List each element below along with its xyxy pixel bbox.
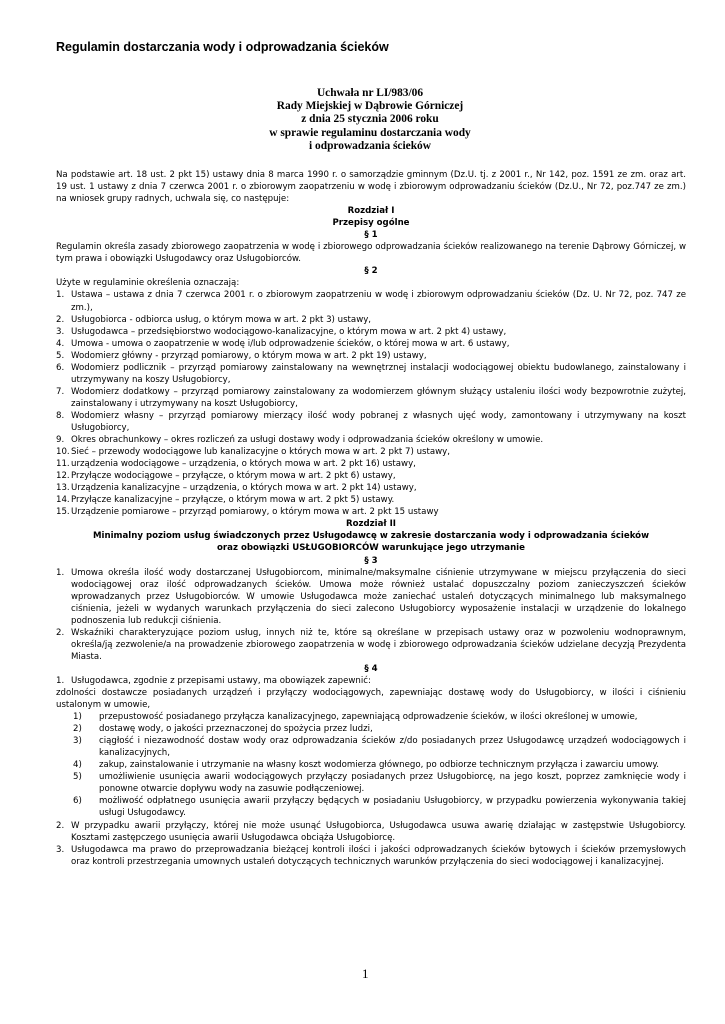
list-item bbox=[56, 314, 686, 326]
list-item-number: 11. bbox=[56, 459, 70, 470]
chapter-1-subtitle: Przepisy ogólne bbox=[332, 218, 410, 229]
list-item bbox=[56, 735, 686, 759]
list-item-number: 12. bbox=[56, 471, 70, 482]
list-item bbox=[56, 506, 686, 518]
list-item-text: Usługodawca ma prawo do przeprowadzania bieżącej kontroli ilości i jakości odprowadzanych ścieków bytowych i ścieków przemysłowych oraz kontroli przestrzegania umownych ustaleń dotyczących technicznych warunków przyłączenia do sieci wodociągowej i kanalizacyjnej. bbox=[71, 844, 686, 867]
list-item-number: 1. bbox=[56, 567, 65, 578]
list-item-text: Usługodawca, zgodnie z przepisami ustawy, ma obowiązek zapewnić: bbox=[71, 675, 371, 686]
list-item-text: zakup, zainstalowanie i utrzymanie na własny koszt wodomierza głównego, po odbiorze technicznym przyłącza i zawarciu umowy. bbox=[99, 760, 659, 771]
list-item-number: 13. bbox=[56, 483, 70, 494]
section-1-label: § 1 bbox=[364, 230, 378, 241]
list-item-number: 7. bbox=[56, 386, 65, 397]
list-item-text: Usługobiorca - odbiorca usług, o którym mowa w art. 2 pkt 3) ustawy, bbox=[71, 314, 372, 325]
list-item-number: 2) bbox=[73, 724, 82, 735]
section-4-list bbox=[56, 820, 686, 868]
list-item bbox=[56, 434, 686, 446]
list-item-number: 2. bbox=[56, 820, 65, 831]
list-item-text: Przyłącze kanalizacyjne – przyłącze, o którym mowa w art. 2 pkt 5) ustawy. bbox=[71, 495, 395, 506]
list-item-text: Sieć – przewody wodociągowe lub kanalizacyjne o których mowa w art. 2 pkt 7) ustawy, bbox=[71, 447, 450, 458]
document-title: Regulamin dostarczania wody i odprowadzania ścieków bbox=[56, 40, 389, 54]
list-item bbox=[56, 386, 686, 410]
list-item-number: 15. bbox=[56, 507, 70, 518]
chapter-2-title: Rozdział II bbox=[346, 519, 396, 530]
chapter-2-subtitle: Minimalny poziom usług świadczonych przez Usługodawcę w zakresie dostarczania wody i odprowadzania ścieków bbox=[92, 531, 650, 542]
list-item-text: Urządzenie pomiarowe – przyrząd pomiarowy, o którym mowa w art. 2 pkt 15 ustawy bbox=[71, 507, 439, 518]
section-4-intro: zdolności dostawcze posiadanych urządzeń i przyłączy wodociągowych, zapewniając dostawę wody do Usługobiorcy, w ilości i ciśnieniu ustalonym w umowie, bbox=[56, 688, 686, 711]
list-item bbox=[56, 326, 686, 338]
heading-line: Uchwała nr LI/983/06 bbox=[316, 87, 424, 99]
list-item-number: 6) bbox=[73, 796, 82, 807]
list-item-text: Przyłącze wodociągowe – przyłącze, o którym mowa w art. 2 pkt 6) ustawy, bbox=[71, 471, 396, 482]
heading-line: w sprawie regulaminu dostarczania wody bbox=[269, 126, 471, 139]
definitions-list bbox=[56, 289, 686, 518]
list-item-number: 4. bbox=[56, 338, 65, 349]
list-item bbox=[56, 289, 686, 313]
section-4-label: § 4 bbox=[364, 663, 378, 674]
list-item-number: 3) bbox=[73, 736, 82, 747]
section-2-label: § 2 bbox=[364, 266, 378, 277]
list-item bbox=[56, 723, 686, 735]
list-item-text: umożliwienie usunięcia awarii wodociągowych przyłączy posiadanych przez Usługobiorcę, na jego koszt, poprzez zamknięcie wody i ponowne otwarcie dopływu wody na zasuwie podłączeniowej. bbox=[99, 772, 686, 795]
list-item bbox=[56, 627, 686, 663]
list-item-number: 9. bbox=[56, 435, 65, 446]
chapter-2-subtitle: oraz obowiązki USŁUGOBIORCÓW warunkujące jego utrzymanie bbox=[217, 543, 525, 554]
list-item bbox=[56, 567, 686, 627]
list-item-number: 4) bbox=[73, 760, 82, 771]
list-item bbox=[56, 458, 686, 470]
list-item bbox=[56, 482, 686, 494]
list-item-text: Wodomierz główny - przyrząd pomiarowy, o którym mowa w art. 2 pkt 19) ustawy, bbox=[71, 350, 427, 361]
list-item bbox=[56, 795, 686, 819]
list-item-text: Wodomierz podlicznik – przyrząd pomiarowy zainstalowany na wewnętrznej instalacji wodociągowej obiektu budowlanego, zainstalowany i utrzymywany na koszy Usługobiorcy, bbox=[71, 362, 686, 385]
section-2-intro: Użyte w regulaminie określenia oznaczają: bbox=[56, 278, 240, 289]
list-item-number: 1. bbox=[56, 675, 65, 686]
preamble: Na podstawie art. 18 ust. 2 pkt 15) ustawy dnia 8 marca 1990 r. o samorządzie gminnym (Dz.U. tj. z 2001 r., Nr 142, poz. 1591 ze zm. oraz art. 19 ust. 1 ustawy z dnia 7 czerwca 2001 r. o zbiorowym zaopatrzeniu w wodę i zbiorowym odprowadzaniu ścieków (Dz.U., Nr 72, poz.747 ze zm.) na wniosek grupy radnych, uchwala się, co następuje: bbox=[56, 170, 686, 205]
list-item-text: przepustowość posiadanego przyłącza kanalizacyjnego, zapewniającą odprowadzenie ścieków, w ilości określonej w umowie, bbox=[99, 712, 638, 723]
list-item-number: 2. bbox=[56, 314, 65, 325]
list-item-text: Okres obrachunkowy – okres rozliczeń za usługi dostawy wody i odprowadzania ścieków określony w umowie. bbox=[71, 435, 544, 446]
list-item-text: W przypadku awarii przyłączy, której nie może usunąć Usługobiorca, Usługodawca usuwa awarię działając w zastępstwie Usługobiorcy. Kosztami zastępczego usunięcia awarii Usługodawca obciąża Usługobiorcę. bbox=[71, 820, 686, 843]
section-4-list bbox=[56, 675, 686, 687]
list-item-number: 3. bbox=[56, 326, 65, 337]
list-item bbox=[56, 820, 686, 844]
list-item-text: Wodomierz własny – przyrząd pomiarowy mierzący ilość wody pobranej z własnych ujęć wody, zamontowany i utrzymywany na koszt Usługobiorcy, bbox=[71, 410, 686, 433]
list-item bbox=[56, 844, 686, 868]
section-3-list bbox=[56, 567, 686, 663]
list-item-number: 5. bbox=[56, 350, 65, 361]
heading-line: Rady Miejskiej w Dąbrowie Górniczej bbox=[276, 100, 464, 113]
resolution-heading bbox=[200, 87, 540, 153]
section-3-label: § 3 bbox=[364, 555, 378, 566]
list-item bbox=[56, 711, 686, 723]
section-4-sublist bbox=[56, 711, 686, 819]
list-item-text: Wskaźniki charakteryzujące poziom usług, innych niż te, które są określane w przepisach ustawy oraz w pozwoleniu wodnoprawnym, określa/ją zezwolenie/a na prowadzenie zbiorowego zaopatrzenia w wodę i zbiorowego odprowadzania ścieków udzielane decyzją Prezydenta Miasta. bbox=[71, 627, 686, 662]
list-item-number: 5) bbox=[73, 772, 82, 783]
list-item-text: możliwość odpłatnego usunięcia awarii przyłączy będących w posiadaniu Usługobiorcy, w przypadku powierzenia wykonywania takiej usługi Usługodawcy. bbox=[99, 796, 686, 819]
list-item-number: 1) bbox=[73, 712, 82, 723]
list-item-text: ciągłość i niezawodność dostaw wody oraz odprowadzania ścieków z/do posiadanych przez Usługodawcę urządzeń wodociągowych i kanalizacyjnych, bbox=[99, 736, 686, 759]
list-item bbox=[56, 470, 686, 482]
list-item bbox=[56, 338, 686, 350]
list-item bbox=[56, 675, 686, 687]
list-item bbox=[56, 446, 686, 458]
heading-line: i odprowadzania ścieków bbox=[309, 139, 431, 152]
list-item-text: Umowa określa ilość wody dostarczanej Usługobiorcom, minimalne/maksymalne ciśnienie utrzymywane w miejscu przyłączenia do sieci wodociągowej oraz ilość odprowadzanych ścieków. Umowa może również ustalać dopuszczalny poziom zanieczyszczeń ścieków wprowadzanych przez Usługobiorców. W umowie Usługodawca może zaniechać ustaleń dotyczących minimalnego lub maksymalnego ciśnienia, jeżeli w wydanych warunkach przyłączenia do sieci zalecono Usługobiorcy wyposażenie instalacji w urządzenie do lokalnego podnoszenia lub redukcji ciśnienia. bbox=[71, 567, 686, 626]
list-item-text: dostawę wody, o jakości przeznaczonej do spożycia przez ludzi, bbox=[99, 724, 373, 735]
list-item-number: 6. bbox=[56, 362, 65, 373]
list-item bbox=[56, 759, 686, 771]
list-item-text: Umowa - umowa o zaopatrzenie w wodę i/lub odprowadzenie ścieków, o której mowa w art. 6 ustawy, bbox=[71, 338, 510, 349]
list-item-text: Usługodawca – przedsiębiorstwo wodociągowo-kanalizacyjne, o którym mowa w art. 2 pkt 4) ustawy, bbox=[71, 326, 507, 337]
list-item-number: 1. bbox=[56, 290, 65, 301]
list-item-number: 14. bbox=[56, 495, 70, 506]
list-item-text: urządzenia wodociągowe – urządzenia, o których mowa w art. 2 pkt 16) ustawy, bbox=[71, 459, 416, 470]
list-item-text: Urządzenia kanalizacyjne – urządzenia, o których mowa w art. 2 pkt 14) ustawy, bbox=[71, 483, 417, 494]
list-item-number: 2. bbox=[56, 627, 65, 638]
document-body bbox=[56, 169, 686, 868]
list-item-number: 8. bbox=[56, 410, 65, 421]
list-item-number: 10. bbox=[56, 447, 70, 458]
section-1-text: Regulamin określa zasady zbiorowego zaopatrzenia w wodę i zbiorowego odprowadzania ścieków realizowanego na terenie Dąbrowy Górniczej, w tym prawa i obowiązki Usługodawcy oraz Usługobiorców. bbox=[56, 242, 686, 265]
page-number: 1 bbox=[362, 966, 369, 981]
list-item bbox=[56, 410, 686, 434]
list-item bbox=[56, 494, 686, 506]
list-item-text: Ustawa – ustawa z dnia 7 czerwca 2001 r. o zbiorowym zaopatrzeniu w wodę i zbiorowym odprowadzaniu ścieków (Dz. U. Nr 72, poz. 747 ze zm.), bbox=[71, 290, 686, 313]
chapter-1-title: Rozdział I bbox=[347, 206, 395, 217]
list-item-text: Wodomierz dodatkowy – przyrząd pomiarowy zainstalowany za wodomierzem głównym służący ustaleniu ilości wody bezpowrotnie zużytej, zainstalowany i utrzymywany na koszt Usługobiorcy, bbox=[71, 386, 686, 409]
list-item bbox=[56, 362, 686, 386]
list-item bbox=[56, 350, 686, 362]
list-item-number: 3. bbox=[56, 844, 65, 855]
heading-line: z dnia 25 stycznia 2006 roku bbox=[301, 113, 439, 126]
list-item bbox=[56, 771, 686, 795]
